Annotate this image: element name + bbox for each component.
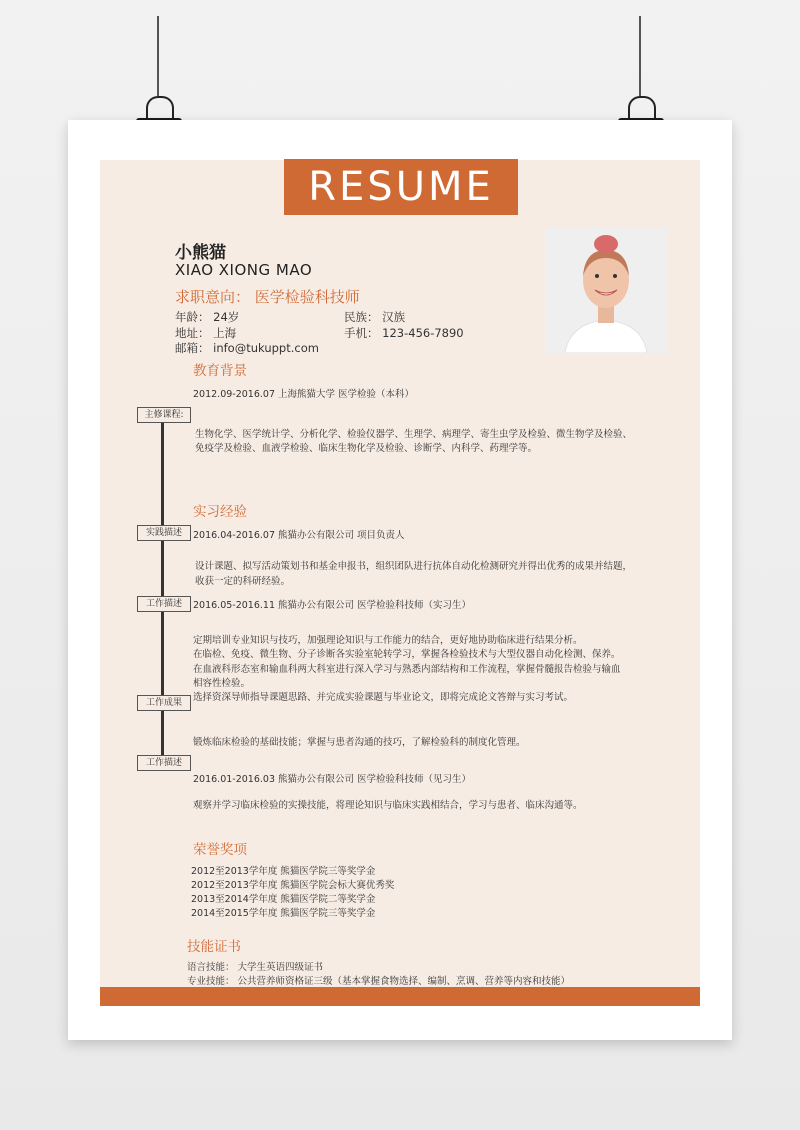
honor-item: 2012至2013学年度 熊猫医学院会标大赛优秀奖 (191, 880, 395, 891)
exp1-line: 2016.04-2016.07 熊猫办公有限公司 项目负责人 (193, 530, 405, 541)
info-email: 邮箱： info@tukuppt.com (175, 341, 319, 355)
job-objective: 求职意向： 医学检验科技师 (175, 288, 360, 306)
section-education-title: 教育背景 (193, 363, 247, 379)
exp2-desc-3: 在血液科形态室和输血科两大科室进行深入学习与熟悉内部结构和工作流程，掌握骨髓报告检验与输血 (193, 664, 621, 675)
info-phone: 手机： 123-456-7890 (344, 326, 464, 340)
skill-language: 语言技能： 大学生英语四级证书 (187, 962, 324, 973)
footer-bar (100, 987, 700, 1006)
exp4-line: 2016.01-2016.03 熊猫办公有限公司 医学检验科技师（见习生） (193, 774, 472, 785)
tag-work-1: 工作描述 (137, 596, 191, 612)
tag-work-result: 工作成果 (137, 695, 191, 711)
info-age: 年龄： 24岁 (175, 310, 240, 324)
person-portrait-icon (545, 228, 667, 353)
section-honors-title: 荣誉奖项 (193, 842, 247, 858)
exp3-desc-1: 锻炼临床检验的基础技能；掌握与患者沟通的技巧，了解检验科的制度化管理。 (193, 737, 526, 748)
honor-item: 2014至2015学年度 熊猫医学院三等奖学金 (191, 908, 376, 919)
person-pinyin: XIAO XIONG MAO (175, 261, 313, 279)
honor-item: 2012至2013学年度 熊猫医学院三等奖学金 (191, 866, 376, 877)
section-internship-title: 实习经验 (193, 504, 247, 520)
section-skills-title: 技能证书 (187, 939, 241, 955)
exp2-desc-5: 选择资深导师指导课题思路、并完成实验课题与毕业论文，即将完成论文答辩与实习考试。 (193, 692, 574, 703)
honor-item: 2013至2014学年度 熊猫医学院二等奖学金 (191, 894, 376, 905)
info-address: 地址： 上海 (175, 326, 237, 340)
exp1-desc-1: 设计课题、拟写活动策划书和基金申报书，组织团队进行抗体自动化检测研究并得出优秀的成果并结题， (195, 561, 633, 572)
person-name: 小熊猫 (175, 243, 226, 263)
education-courses-2: 免疫学及检验、血液学检验、临床生物化学及检验、诊断学、内科学、药理学等。 (195, 443, 538, 454)
info-ethnic: 民族： 汉族 (344, 310, 406, 324)
exp2-line: 2016.05-2016.11 熊猫办公有限公司 医学检验科技师（实习生） (193, 600, 472, 611)
exp1-desc-2: 收获一定的科研经验。 (195, 576, 291, 587)
timeline-line (161, 422, 164, 762)
skill-professional: 专业技能： 公共营养师资格证三级（基本掌握食物选择、编制、烹调、营养等内容和技能） (187, 976, 571, 987)
exp4-desc-1: 观察并学习临床检验的实操技能，将理论知识与临床实践相结合，学习与患者、临床沟通等。 (193, 800, 583, 811)
exp2-desc-2: 在临检、免疫、微生物、分子诊断各实验室轮转学习，掌握各检验技术与大型仪器自动化检测、保养。 (193, 649, 621, 660)
education-courses-1: 生物化学、医学统计学、分析化学、检验仪器学、生理学、病理学、寄生虫学及检验、微生物学及检验、 (195, 429, 633, 440)
resume-banner: RESUME (284, 159, 518, 215)
exp2-desc-4: 相容性检验。 (193, 678, 251, 689)
tag-courses: 主修课程: (137, 407, 191, 423)
exp2-desc-1: 定期培训专业知识与技巧，加强理论知识与工作能力的结合，更好地协助临床进行结果分析。 (193, 635, 583, 646)
profile-photo (545, 228, 667, 353)
tag-practice: 实践描述 (137, 525, 191, 541)
tag-work-2: 工作描述 (137, 755, 191, 771)
education-line: 2012.09-2016.07 上海熊猫大学 医学检验（本科） (193, 389, 415, 400)
